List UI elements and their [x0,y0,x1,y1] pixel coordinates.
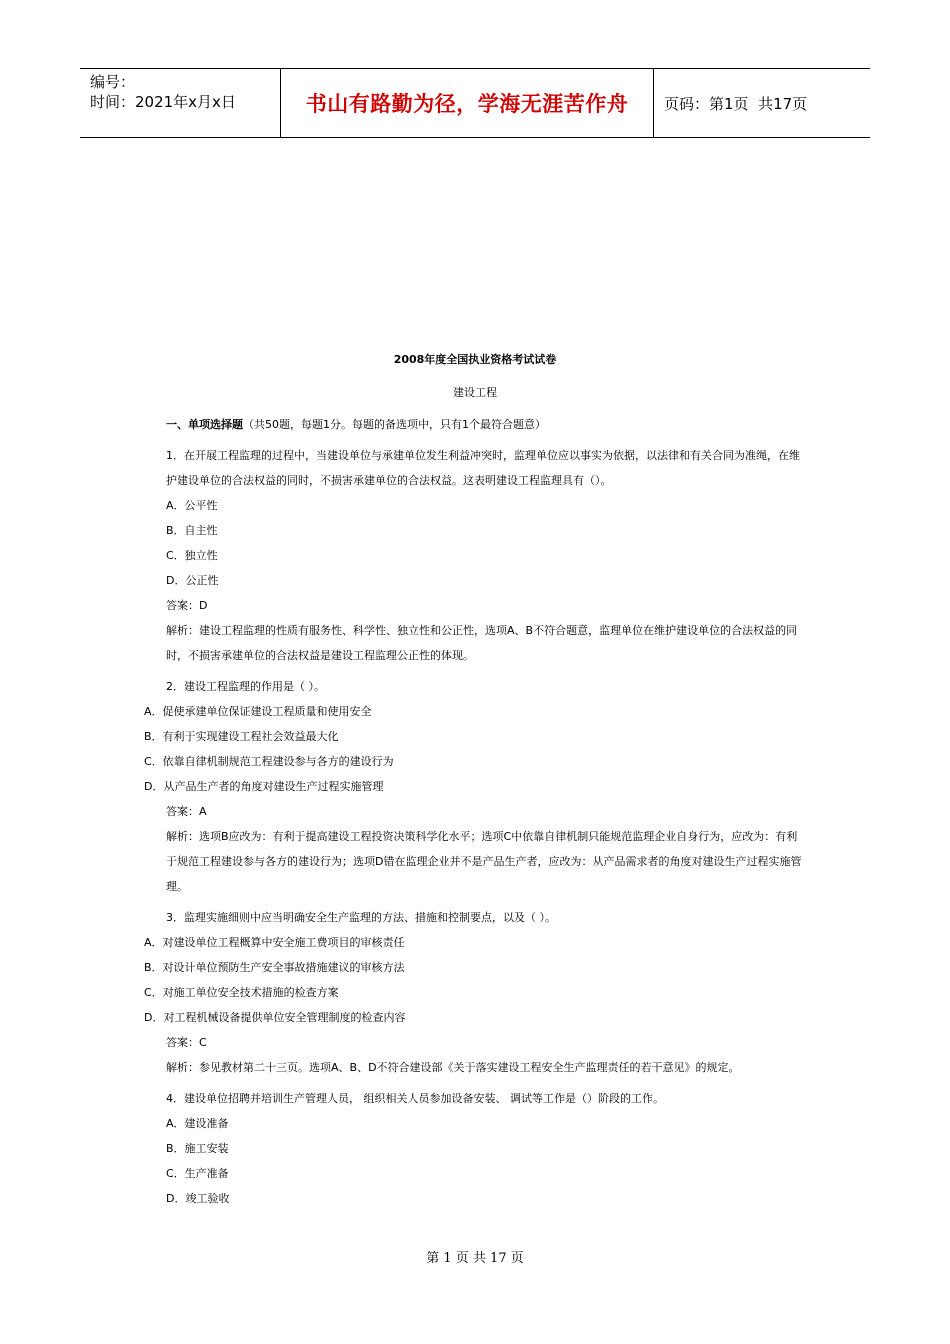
question-3 [144,905,808,1080]
question-1 [144,443,808,668]
time-label: 时间：2021年x月x日 [90,93,236,111]
question-4 [144,1086,808,1211]
analysis: 解析：选项B应改为：有利于提高建设工程投资决策科学化水平；选项C中依靠自律机制只能规范监理企业自身行为，应改为：有利于规范工程建设参与各方的建设行为；选项D错在监理企业并不是产品生产者，应改为：从产品需求者的角度对建设生产过程实施管理。 [166,830,802,893]
document-body [144,412,808,1211]
header-motto: 书山有路勤为径，学海无涯苦作舟 [281,69,654,137]
document-title: 2008年度全国执业资格考试试卷 [393,353,557,366]
section-note: （共50题，每题1分。每题的备选项中，只有1个最符合题意） [243,418,546,431]
option: A．对建设单位工程概算中安全施工费项目的审核责任 [144,936,405,949]
answer: 答案：C [166,1036,207,1049]
section-heading [144,412,808,437]
header-page-info [654,69,870,137]
page-header [80,68,870,138]
option: B．有利于实现建设工程社会效益最大化 [144,730,339,743]
document-subtitle: 建设工程 [453,386,497,399]
option: A．建设准备 [166,1117,229,1130]
answer: 答案：A [166,805,207,818]
option: C．依靠自律机制规范工程建设参与各方的建设行为 [144,755,394,768]
option: D．对工程机械设备提供单位安全管理制度的检查内容 [144,1011,406,1024]
option: B．对设计单位预防生产安全事故措施建议的审核方法 [144,961,405,974]
question-stem: 3．监理实施细则中应当明确安全生产监理的方法、措施和控制要点，以及（ ）。 [166,911,556,924]
option: D．竣工验收 [166,1192,230,1205]
header-meta [80,69,281,137]
analysis: 解析：参见教材第二十三页。选项A、B、D不符合建设部《关于落实建设工程安全生产监理责任的若干意见》的规定。 [166,1061,740,1074]
analysis: 解析：建设工程监理的性质有服务性、科学性、独立性和公正性，选项A、B不符合题意，监理单位在维护建设单位的合法权益的同时，不损害承建单位的合法权益是建设工程监理公正性的体现。 [166,624,798,662]
page-info-text: 页码：第1页 共17页 [664,94,808,113]
question-2 [144,674,808,899]
option: B．自主性 [166,524,218,537]
number-label: 编号： [90,73,136,91]
option: B．施工安装 [166,1142,229,1155]
question-stem: 2．建设工程监理的作用是（ ）。 [166,680,325,693]
option: A．公平性 [166,499,218,512]
option: D．从产品生产者的角度对建设生产过程实施管理 [144,780,384,793]
option: C．独立性 [166,549,218,562]
question-stem: 1．在开展工程监理的过程中，当建设单位与承建单位发生利益冲突时，监理单位应以事实为依据，以法律和有关合同为准绳，在维护建设单位的合法权益的同时，不损害承建单位的合法权益。这表明建设工程监理具有（）。 [166,449,800,487]
option: A．促使承建单位保证建设工程质量和使用安全 [144,705,372,718]
section-title: 一、单项选择题 [166,418,243,431]
page-footer: 第 1 页 共 17 页 [426,1251,524,1266]
question-stem: 4．建设单位招聘并培训生产管理人员， 组织相关人员参加设备安装、 调试等工作是（）阶段的工作。 [166,1092,664,1105]
answer: 答案：D [166,599,208,612]
option: C．生产准备 [166,1167,229,1180]
option: D．公正性 [166,574,219,587]
option: C．对施工单位安全技术措施的检查方案 [144,986,339,999]
